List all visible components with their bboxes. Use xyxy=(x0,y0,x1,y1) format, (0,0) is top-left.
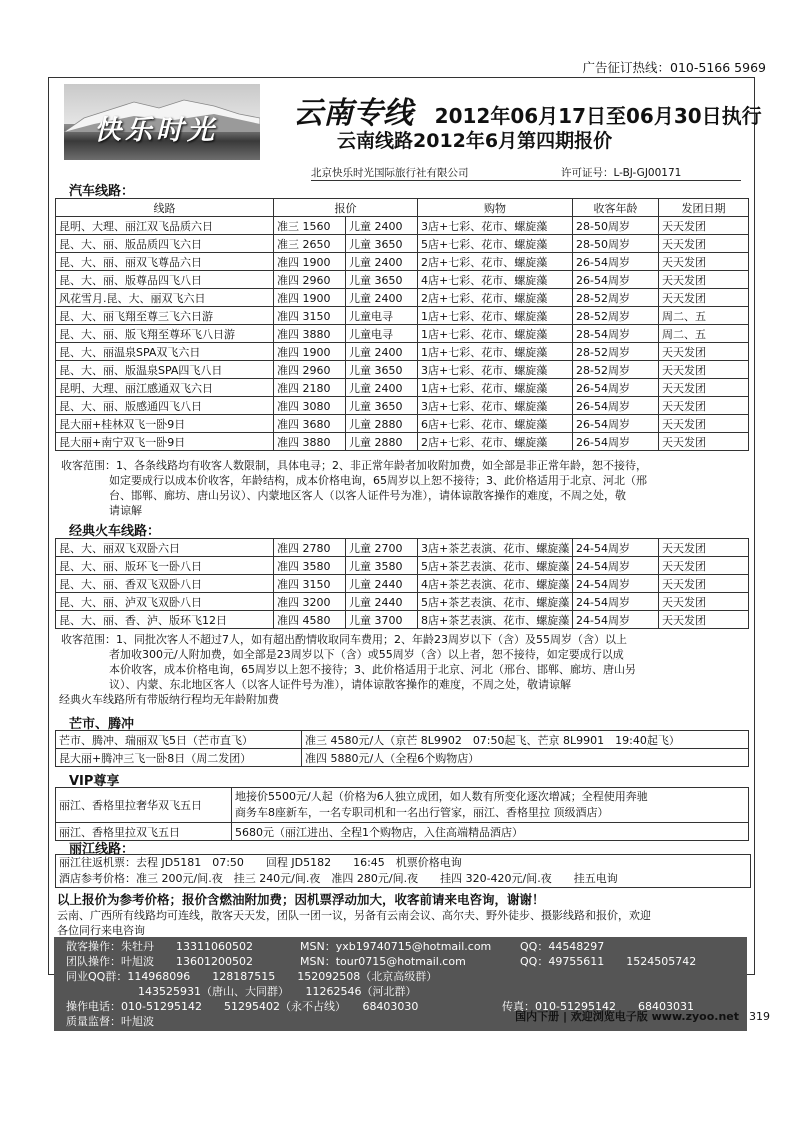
table-cell: 28-52周岁 xyxy=(573,307,659,325)
table-cell: 天天发团 xyxy=(659,235,749,253)
table-cell: 准三 2650 xyxy=(274,235,346,253)
table-cell: 2店+七彩、花市、螺旋藻 xyxy=(418,433,573,451)
table-cell: 风花雪月.昆、大、丽双飞六日 xyxy=(56,289,274,307)
table-cell: 3店+七彩、花市、螺旋藻 xyxy=(418,217,573,235)
table-cell: 天天发团 xyxy=(659,539,749,557)
table-cell: 昆、大、丽、版飞翔至尊环飞八日游 xyxy=(56,325,274,343)
table-cell: 儿童 2440 xyxy=(346,575,418,593)
bus-table xyxy=(55,198,749,451)
train-footnote: 经典火车线路所有带版纳行程均无年龄附加费 xyxy=(59,693,279,706)
table-cell: 准四 3680 xyxy=(274,415,346,433)
page-footer: 国内下册 | 欢迎浏览电子版 www.zyoo.net 319 xyxy=(515,1010,770,1023)
contact-block: 散客操作：朱牡丹 13311060502 MSN：yxb19740715@hotmail.com QQ：44548297 团队操作：叶旭波 13601200502 MSN：tour0715@hotmail.com QQ：49755611 1524505742 同业QQ群：114968096 128187515 152092508（北京高级群） 143525931（唐山、大同群） 11262546（河北群） 操作电话：010-51295142 51295402（永不占线） 68403030 传真：010-51295142 68403031 质量监督：叶旭波 xyxy=(54,937,747,1031)
bus-section-title: 汽车线路： xyxy=(69,184,135,199)
table-row xyxy=(56,343,749,361)
table-cell: 儿童 2880 xyxy=(346,433,418,451)
table-cell: 28-52周岁 xyxy=(573,361,659,379)
table-cell: 准三 4580元/人（京芒 8L9902 07:50起飞、芒京 8L9901 19:40起飞） xyxy=(302,731,749,749)
table-cell: 准四 2180 xyxy=(274,379,346,397)
table-cell: 昆、大、丽、丽双飞尊品六日 xyxy=(56,253,274,271)
table-cell: 准四 3880 xyxy=(274,325,346,343)
col-header-departure: 发团日期 xyxy=(659,199,749,217)
company-name: 北京快乐时光国际旅行社有限公司 xyxy=(311,167,469,179)
table-cell: 昆、大、丽飞翔至尊三飞六日游 xyxy=(56,307,274,325)
table-row: 丽江、香格里拉奢华双飞五日 地接价5500元/人起（价格为6人独立成团，如人数有所变化逐次增减；全程使用奔驰 商务车8座新车，一名专职司机和一名出行管家，丽江、香格里拉 顶级酒店） xyxy=(56,788,749,823)
table-cell: 26-54周岁 xyxy=(573,415,659,433)
table-cell: 准四 3580 xyxy=(274,557,346,575)
table-cell: 24-54周岁 xyxy=(573,557,659,575)
table-cell: 儿童 2880 xyxy=(346,415,418,433)
price-sheet xyxy=(48,77,762,975)
table-cell: 儿童电寻 xyxy=(346,307,418,325)
closing-extra: 云南、广西所有线路均可连线，散客天天发，团队一团一议，另备有云南会议、高尔夫、野外徒步、摄影线路和报价，欢迎 各位同行来电咨询 xyxy=(57,909,651,937)
table-cell: 昆大丽+南宁双飞一卧9日 xyxy=(56,433,274,451)
table-cell: 儿童 2400 xyxy=(346,379,418,397)
table-cell: 1店+七彩、花市、螺旋藻 xyxy=(418,379,573,397)
table-row xyxy=(56,433,749,451)
table-cell: 儿童 3650 xyxy=(346,361,418,379)
table-cell: 3店+七彩、花市、螺旋藻 xyxy=(418,397,573,415)
table-cell: 周二、五 xyxy=(659,307,749,325)
table-cell: 24-54周岁 xyxy=(573,575,659,593)
page-number: 319 xyxy=(749,1010,770,1023)
table-row xyxy=(56,611,749,629)
table-row xyxy=(56,253,749,271)
table-cell: 天天发团 xyxy=(659,379,749,397)
table-cell: 准四 3200 xyxy=(274,593,346,611)
table-cell: 24-54周岁 xyxy=(573,611,659,629)
table-cell: 昆、大、丽、版环飞一卧八日 xyxy=(56,557,274,575)
table-cell: 28-50周岁 xyxy=(573,217,659,235)
ad-hotline: 广告征订热线：010-5166 5969 xyxy=(582,60,766,75)
date-range: 2012年06月17日至06月30日执行 xyxy=(434,104,762,128)
table-cell: 昆、大、丽、版品质四飞六日 xyxy=(56,235,274,253)
logo-text: 快乐时光 xyxy=(94,115,218,146)
table-row xyxy=(56,749,749,767)
table-cell: 准四 3150 xyxy=(274,307,346,325)
table-cell: 天天发团 xyxy=(659,611,749,629)
table-cell: 准四 3150 xyxy=(274,575,346,593)
table-cell: 1店+七彩、花市、螺旋藻 xyxy=(418,325,573,343)
table-cell: 28-52周岁 xyxy=(573,343,659,361)
table-row xyxy=(56,271,749,289)
page-subtitle: 云南线路2012年6月第四期报价 xyxy=(337,130,613,152)
table-cell: 26-54周岁 xyxy=(573,253,659,271)
table-row xyxy=(56,415,749,433)
table-row xyxy=(56,379,749,397)
table-cell: 天天发团 xyxy=(659,557,749,575)
table-cell: 8店+茶艺表演、花市、螺旋藻 xyxy=(418,611,573,629)
table-cell: 4店+茶艺表演、花市、螺旋藻 xyxy=(418,575,573,593)
page-title: 云南专线 xyxy=(293,96,413,131)
table-cell: 天天发团 xyxy=(659,397,749,415)
table-cell: 6店+七彩、花市、螺旋藻 xyxy=(418,415,573,433)
table-cell: 昆、大、丽、版尊品四飞八日 xyxy=(56,271,274,289)
table-cell: 26-54周岁 xyxy=(573,379,659,397)
col-header-price: 报价 xyxy=(274,199,418,217)
mangshi-section-title: 芒市、腾冲 xyxy=(69,717,135,732)
table-cell: 天天发团 xyxy=(659,575,749,593)
train-section-title: 经典火车线路： xyxy=(69,524,161,539)
table-cell: 5店+七彩、花市、螺旋藻 xyxy=(418,235,573,253)
table-cell: 24-54周岁 xyxy=(573,539,659,557)
table-cell: 准四 2960 xyxy=(274,361,346,379)
table-cell: 昆大丽+腾冲三飞一卧8日（周二发团） xyxy=(56,749,302,767)
table-cell: 昆、大、丽、香、泸、版环飞12日 xyxy=(56,611,274,629)
vip-section-title: VIP尊享 xyxy=(69,774,120,789)
table-cell: 1店+七彩、花市、螺旋藻 xyxy=(418,307,573,325)
table-cell: 26-54周岁 xyxy=(573,433,659,451)
license-number: 许可证号：L-BJ-GJ00171 xyxy=(561,167,682,179)
table-cell: 芒市、腾冲、瑞丽双飞5日（芒市直飞） xyxy=(56,731,302,749)
table-cell: 昆明、大理、丽江感通双飞六日 xyxy=(56,379,274,397)
table-cell: 准四 4580 xyxy=(274,611,346,629)
table-cell: 儿童 2400 xyxy=(346,343,418,361)
lijiang-box: 丽江往返机票：去程 JD5181 07:50 回程 JD5182 16:45 机票价格电询 酒店参考价格：准三 200元/间.夜 挂三 240元/间.夜 准四 280元/间.夜 挂四 320-420元/间.夜 挂五电询 xyxy=(55,854,751,888)
table-row xyxy=(56,307,749,325)
table-cell: 准四 1900 xyxy=(274,343,346,361)
train-notes: 收客范围：1、同批次客人不超过7人，如有超出酌情收取同车费用；2、年龄23周岁以下（含）及55周岁（含）以上 者加收300元/人附加费，如全部是23周岁以下（含）或55周岁（含）以上者，恕不接待，如定要成行以成 本价收客，成本价格电询，65周岁以上恕不接待；3、此价格适用于北京、河北（邢台、邯郸、廊坊、唐山另 议）、内蒙、东北地区客人（以客人证件号为准），请体谅散客操作的难度，不周之处，敬请谅解 经典火车线路所有带版纳行程均无年龄附加费 xyxy=(59,633,636,706)
table-cell: 儿童 3650 xyxy=(346,397,418,415)
table-cell: 天天发团 xyxy=(659,271,749,289)
table-row: 丽江、香格里拉双飞五日 5680元（丽江进出、全程1个购物店，入住高端精品酒店） xyxy=(56,823,749,841)
train-table xyxy=(55,538,749,629)
mangshi-table xyxy=(55,730,749,767)
logo-image xyxy=(64,84,260,160)
table-cell: 昆、大、丽双飞双卧六日 xyxy=(56,539,274,557)
table-cell: 3店+七彩、花市、螺旋藻 xyxy=(418,361,573,379)
table-cell: 5店+茶艺表演、花市、螺旋藻 xyxy=(418,593,573,611)
table-cell: 儿童 2400 xyxy=(346,217,418,235)
bus-notes: 收客范围：1、各条线路均有收客人数限制，具体电寻；2、非正常年龄者加收附加费，如全部是非正常年龄，恕不接待， 如定要成行以成本价收客，年龄结构，成本价格电询，65周岁以上恕不接待；3、此价格适用于北京、河北（邢 台、邯郸、廊坊、唐山另议）、内蒙地区客人（以客人证件号为准），请体谅散客操作的难度，不周之处，敬 请谅解 xyxy=(61,459,647,517)
table-cell: 准四 3880 xyxy=(274,433,346,451)
table-cell: 昆大丽+桂林双飞一卧9日 xyxy=(56,415,274,433)
table-row xyxy=(56,593,749,611)
table-cell: 昆、大、丽温泉SPA双飞六日 xyxy=(56,343,274,361)
closing-note: 以上报价为参考价格；报价含燃油附加费；因机票浮动加大，收客前请来电咨询，谢谢！ xyxy=(57,892,545,907)
table-cell: 儿童 2440 xyxy=(346,593,418,611)
table-cell: 儿童 2400 xyxy=(346,253,418,271)
table-cell: 准三 1560 xyxy=(274,217,346,235)
col-header-shopping: 购物 xyxy=(418,199,573,217)
table-row xyxy=(56,325,749,343)
table-cell: 儿童 2400 xyxy=(346,289,418,307)
table-cell: 24-54周岁 xyxy=(573,593,659,611)
table-cell: 儿童 3580 xyxy=(346,557,418,575)
table-cell: 天天发团 xyxy=(659,433,749,451)
table-row xyxy=(56,361,749,379)
lijiang-section-title: 丽江线路： xyxy=(69,842,135,857)
table-cell: 3店+茶艺表演、花市、螺旋藻 xyxy=(418,539,573,557)
table-row xyxy=(56,397,749,415)
table-cell: 准四 5880元/人（全程6个购物店） xyxy=(302,749,749,767)
table-cell: 准四 1900 xyxy=(274,253,346,271)
table-cell: 儿童 3700 xyxy=(346,611,418,629)
table-cell: 26-54周岁 xyxy=(573,397,659,415)
table-row xyxy=(56,557,749,575)
table-cell: 28-50周岁 xyxy=(573,235,659,253)
table-cell: 儿童 3650 xyxy=(346,235,418,253)
table-cell: 天天发团 xyxy=(659,593,749,611)
table-cell: 28-52周岁 xyxy=(573,289,659,307)
table-cell: 昆、大、丽、泸双飞双卧八日 xyxy=(56,593,274,611)
table-cell: 儿童 2700 xyxy=(346,539,418,557)
table-cell: 昆、大、丽、版感通四飞八日 xyxy=(56,397,274,415)
table-cell: 儿童 3650 xyxy=(346,271,418,289)
table-row xyxy=(56,235,749,253)
table-cell: 准四 1900 xyxy=(274,289,346,307)
table-cell: 天天发团 xyxy=(659,343,749,361)
table-row xyxy=(56,217,749,235)
table-cell: 准四 2960 xyxy=(274,271,346,289)
table-cell: 儿童电寻 xyxy=(346,325,418,343)
table-cell: 准四 3080 xyxy=(274,397,346,415)
table-cell: 2店+七彩、花市、螺旋藻 xyxy=(418,289,573,307)
table-cell: 准四 2780 xyxy=(274,539,346,557)
table-row xyxy=(56,731,749,749)
table-cell: 周二、五 xyxy=(659,325,749,343)
table-cell: 昆、大、丽、香双飞双卧八日 xyxy=(56,575,274,593)
table-cell: 28-54周岁 xyxy=(573,325,659,343)
table-cell: 5店+茶艺表演、花市、螺旋藻 xyxy=(418,557,573,575)
table-cell: 天天发团 xyxy=(659,415,749,433)
table-row xyxy=(56,289,749,307)
table-row xyxy=(56,575,749,593)
table-cell: 2店+七彩、花市、螺旋藻 xyxy=(418,253,573,271)
col-header-route: 线路 xyxy=(56,199,274,217)
table-cell: 1店+七彩、花市、螺旋藻 xyxy=(418,343,573,361)
table-cell: 昆明、大理、丽江双飞品质六日 xyxy=(56,217,274,235)
table-cell: 4店+七彩、花市、螺旋藻 xyxy=(418,271,573,289)
table-row xyxy=(56,539,749,557)
table-cell: 天天发团 xyxy=(659,289,749,307)
table-cell: 天天发团 xyxy=(659,361,749,379)
table-cell: 昆、大、丽、版温泉SPA四飞八日 xyxy=(56,361,274,379)
table-header-row xyxy=(56,199,749,217)
vip-table xyxy=(55,787,749,841)
table-cell: 天天发团 xyxy=(659,253,749,271)
col-header-age: 收客年龄 xyxy=(573,199,659,217)
table-cell: 26-54周岁 xyxy=(573,271,659,289)
table-cell: 天天发团 xyxy=(659,217,749,235)
